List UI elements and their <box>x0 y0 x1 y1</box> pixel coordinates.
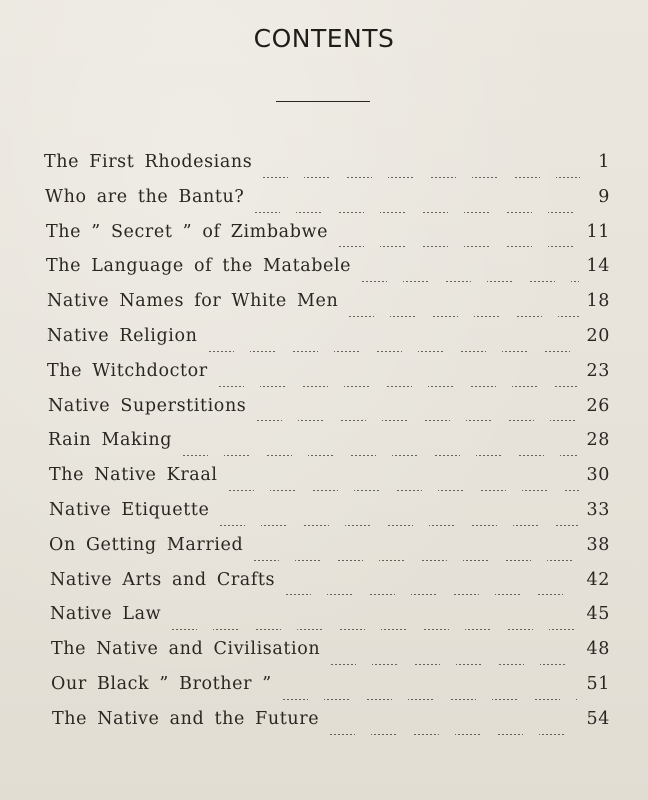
dot-leader <box>208 351 579 352</box>
toc-entry <box>44 639 610 674</box>
toc-entry-title: The Witchdoctor <box>47 360 208 381</box>
dot-leader <box>330 664 578 665</box>
dot-leader <box>361 281 578 282</box>
contents-heading: CONTENTS <box>253 24 395 53</box>
dot-leader <box>282 699 579 700</box>
toc-entry-page: 23 <box>586 360 610 381</box>
toc-entry-page: 33 <box>586 499 610 520</box>
toc-entry-page: 54 <box>586 708 610 729</box>
dot-leader <box>253 560 578 561</box>
dot-leader <box>228 490 579 491</box>
dot-leader <box>348 316 578 317</box>
toc-entry-title: Native Law <box>50 604 162 625</box>
toc-entry-page: 11 <box>586 221 610 242</box>
table-of-contents <box>44 152 610 744</box>
toc-entry-title: On Getting Married <box>49 534 244 555</box>
toc-entry <box>44 674 610 709</box>
toc-entry <box>44 291 610 326</box>
dot-leader <box>218 386 579 387</box>
toc-entry-page: 28 <box>586 430 610 451</box>
dot-leader <box>338 246 578 247</box>
toc-entry-title: The Native and the Future <box>52 708 320 729</box>
toc-entry-page: 30 <box>586 465 610 486</box>
toc-entry-title: Native Superstitions <box>48 395 247 416</box>
toc-entry-page: 48 <box>586 639 610 660</box>
toc-entry-page: 38 <box>586 534 610 555</box>
toc-entry-title: The ” Secret ” of Zimbabwe <box>46 221 329 242</box>
toc-entry <box>44 604 610 639</box>
toc-entry <box>44 570 610 605</box>
toc-entry-title: Rain Making <box>48 430 173 451</box>
toc-entry-page: 45 <box>586 604 610 625</box>
toc-entry-title: The Native Kraal <box>49 465 218 486</box>
toc-entry <box>44 152 610 187</box>
toc-entry-page: 20 <box>586 325 610 346</box>
toc-entry-page: 51 <box>586 673 610 694</box>
toc-entry-title: The First Rhodesians <box>44 152 253 172</box>
toc-entry <box>44 465 610 500</box>
toc-entry <box>44 256 610 291</box>
toc-entry-title: Native Etiquette <box>49 499 210 520</box>
dot-leader <box>254 212 580 213</box>
dot-leader <box>262 177 580 178</box>
toc-entry <box>44 709 610 744</box>
toc-entry-page: 9 <box>598 186 610 207</box>
toc-entry-title: Our Black ” Brother ” <box>51 673 272 694</box>
toc-entry-title: The Native and Civilisation <box>51 639 321 660</box>
dot-leader <box>219 525 578 526</box>
toc-entry <box>44 430 610 465</box>
toc-entry-page: 1 <box>598 152 610 172</box>
dot-leader <box>285 594 578 595</box>
toc-entry-page: 26 <box>586 395 610 416</box>
toc-entry-title: Who are the Bantu? <box>45 186 245 207</box>
toc-entry <box>44 187 610 222</box>
dot-leader <box>182 455 578 456</box>
toc-entry <box>44 500 610 535</box>
toc-entry-title: The Language of the Matabele <box>46 256 352 277</box>
dot-leader <box>171 629 578 630</box>
toc-entry-title: Native Arts and Crafts <box>50 569 276 590</box>
toc-entry <box>44 361 610 396</box>
toc-entry <box>44 326 610 361</box>
dot-leader <box>256 420 578 421</box>
toc-entry <box>44 222 610 257</box>
dot-leader <box>329 734 578 735</box>
toc-entry-title: Native Religion <box>47 325 198 346</box>
toc-entry-page: 42 <box>586 569 610 590</box>
toc-entry-page: 14 <box>586 256 610 277</box>
toc-entry <box>44 396 610 431</box>
toc-entry-page: 18 <box>586 291 610 312</box>
toc-entry-title: Native Names for White Men <box>47 291 339 312</box>
heading-rule <box>276 101 370 102</box>
toc-entry <box>44 535 610 570</box>
